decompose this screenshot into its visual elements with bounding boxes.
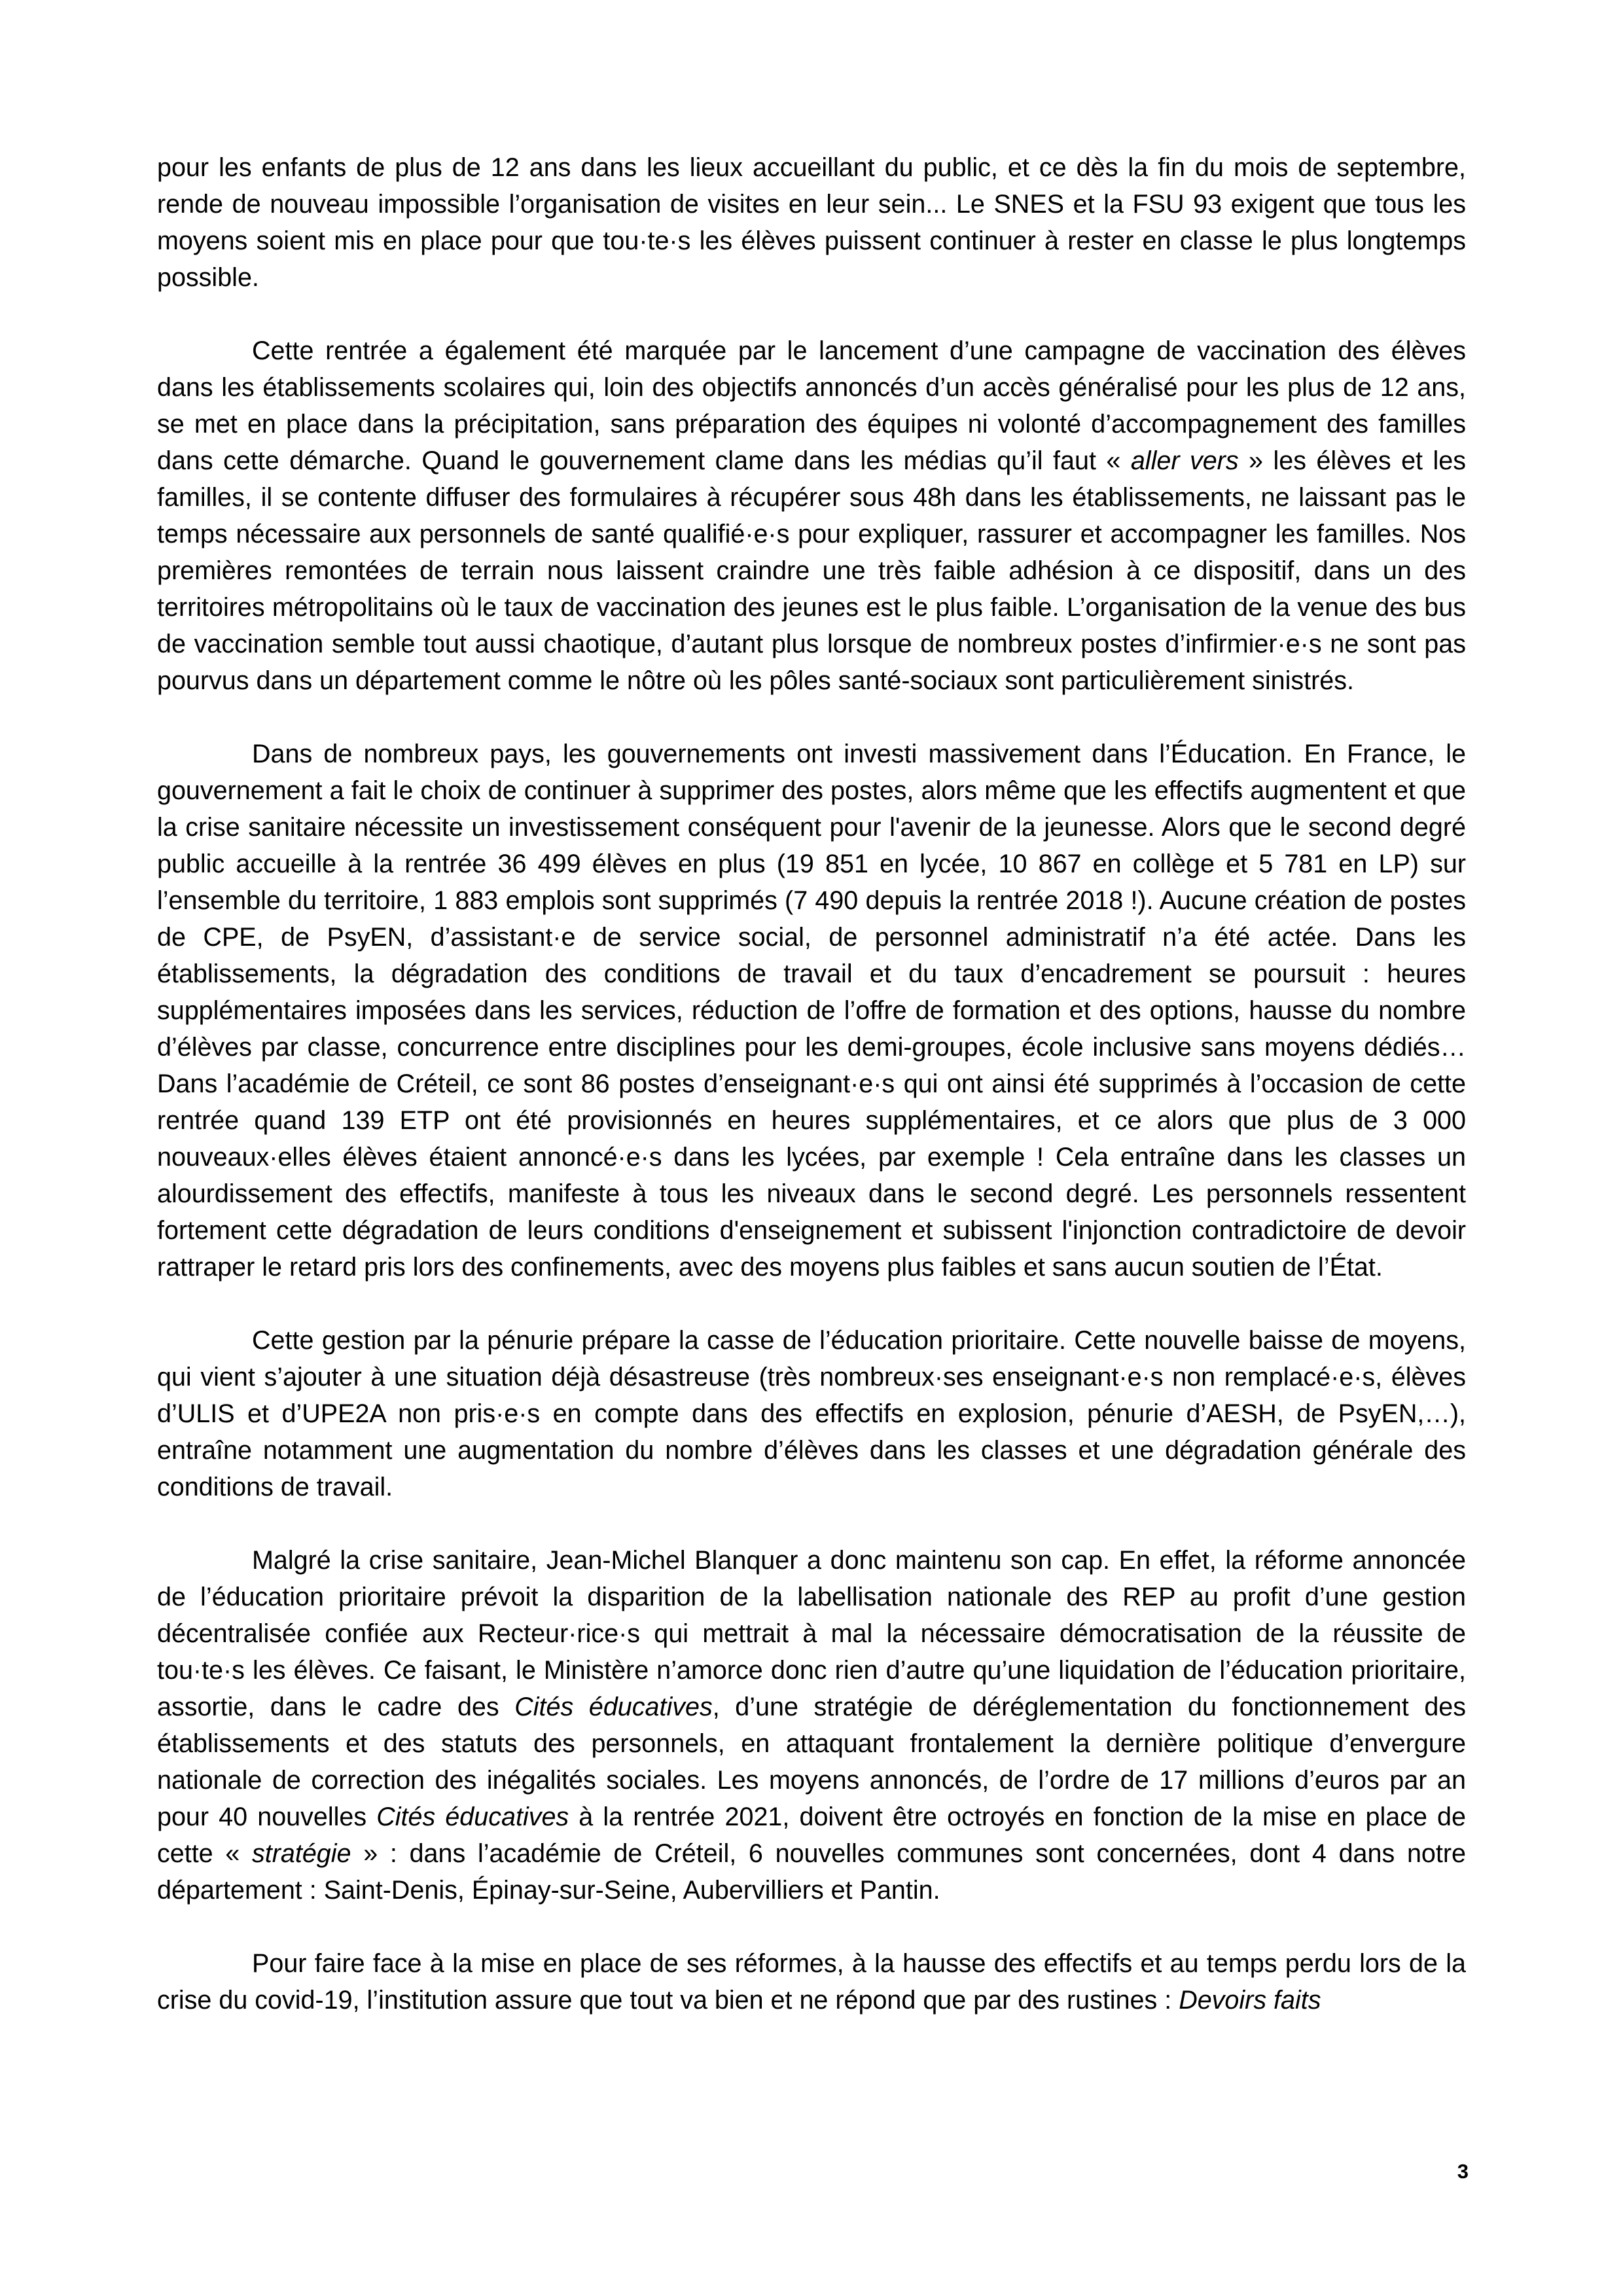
paragraph-text: Dans de nombreux pays, les gouvernements ont investi massivement dans l’Éducation. En France, le gouvernement a fait le choix de continuer à supprimer des postes, alors même que les effectifs augmentent et que la crise sanitaire nécessite un investissement conséquent pour l'avenir de la jeunesse. Alors que le second degré public accueille à la rentrée 36 499 élèves en plus (19 851 en lycée, 10 867 en collège et 5 781 en LP) sur l’ensemble du territoire, 1 883 emplois sont supprimés (7 490 depuis la rentrée 2018 !). Aucune création de postes de CPE, de PsyEN, d’assistant·e de service social, de personnel administratif n’a été actée. Dans les établissements, la dégradation des conditions de travail et du taux d’encadrement se poursuit : heures supplémentaires imposées dans les services, réduction de l’offre de formation et des options, hausse du nombre d’élèves par classe, concurrence entre disciplines pour les demi-groupes, école inclusive sans moyens dédiés… Dans l’académie de Créteil, ce sont 86 postes d’enseignant·e·s qui ont ainsi été supprimés à l’occasion de cette rentrée quand 139 ETP ont été provisionnés en heures supplémentaires, et ce alors que plus de 3 000 nouveaux·elles élèves étaient annoncé·e·s dans les lycées, par exemple ! Cela entraîne dans les classes un alourdissement des effectifs, manifeste à tous les niveaux dans le second degré. Les personnels ressentent fortement cette dégradation de leurs conditions d'enseignement et subissent l'injonction contradictoire de devoir rattraper le retard pris lors des confinements, avec des moyens plus faibles et sans aucun soutien de l’État. xyxy=(157,740,1466,1282)
italic-text: Devoirs faits xyxy=(1179,1986,1321,2015)
paragraph-text: » les élèves et les familles, il se contente diffuser des formulaires à récupérer sous 48h dans les établissements, ne laissant pas le temps nécessaire aux personnels de santé qualifié·e·s pour expliquer, rassurer et accompagner les familles. Nos premières remontées de terrain nous laissent craindre une très faible adhésion à ce dispositif, dans un des territoires métropolitains où le taux de vaccination des jeunes est le plus faible. L’organisation de la venue des bus de vaccination semble tout aussi chaotique, d’autant plus lorsque de nombreux postes d’infirmier·e·s ne sont pas pourvus dans un département comme le nôtre où les pôles santé-sociaux sont particulièrement sinistrés. xyxy=(157,446,1466,695)
paragraph-text: pour les enfants de plus de 12 ans dans les lieux accueillant du public, et ce dès la fin du mois de septembre, rende de nouveau impossible l’organisation de visites en leur sein... Le SNES et la FSU 93 exigent que tous les moyens soient mis en place pour que tou·te·s les élèves puissent continuer à rester en classe le plus longtemps possible. xyxy=(157,153,1466,292)
italic-text: stratégie xyxy=(252,1839,351,1868)
paragraph-text: » : dans l’académie de Créteil, 6 nouvelles communes sont concernées, dont 4 dans notre département : Saint-Denis, Épinay-sur-Seine, Aubervilliers et Pantin. xyxy=(157,1839,1466,1905)
paragraph xyxy=(157,149,1466,296)
paragraph xyxy=(157,1322,1466,1505)
italic-text: Cités éducatives xyxy=(376,1803,569,1831)
paragraph xyxy=(157,1542,1466,1909)
body-text xyxy=(157,149,1466,2018)
paragraph-text: Cette rentrée a également été marquée par le lancement d’une campagne de vaccination des élèves dans les établissements scolaires qui, loin des objectifs annoncés d’un accès généralisé pour les plus de 12 ans, se met en place dans la précipitation, sans préparation des équipes ni volonté d’accompagnement des familles dans cette démarche. Quand le gouvernement clame dans les médias qu’il faut « xyxy=(157,336,1466,475)
paragraph-text: Cette gestion par la pénurie prépare la casse de l’éducation prioritaire. Cette nouvelle baisse de moyens, qui vient s’ajouter à une situation déjà désastreuse (très nombreux·ses enseignant·e·s non remplacé·e·s, élèves d’ULIS et d’UPE2A non pris·e·s en compte dans des effectifs en explosion, pénurie d’AESH, de PsyEN,…), entraîne notamment une augmentation du nombre d’élèves dans les classes et une dégradation générale des conditions de travail. xyxy=(157,1326,1466,1501)
paragraph xyxy=(157,1945,1466,2018)
paragraph-text: Malgré la crise sanitaire, Jean-Michel Blanquer a donc maintenu son cap. En effet, la réforme annoncée de l’éducation prioritaire prévoit la disparition de la labellisation nationale des REP au profit d’une gestion décentralisée confiée aux Recteur·rice·s qui mettrait à mal la nécessaire démocratisation de la réussite de tou·te·s les élèves. Ce faisant, le Ministère n’amorce donc rien d’autre qu’une liquidation de l’éducation prioritaire, assortie, dans le cadre des xyxy=(157,1546,1466,1721)
paragraph-text: Pour faire face à la mise en place de ses réformes, à la hausse des effectifs et au temps perdu lors de la crise du covid-19, l’institution assure que tout va bien et ne répond que par des rustines : xyxy=(157,1949,1466,2015)
italic-text: aller vers xyxy=(1130,446,1239,475)
paragraph-text: à la rentrée 2021, doivent être octroyés en fonction de la mise en place de cette « xyxy=(157,1803,1466,1868)
paragraph xyxy=(157,332,1466,699)
paragraph-text: , d’une stratégie de déréglementation du fonctionnement des établissements et des statuts des personnels, en attaquant frontalement la dernière politique d’envergure nationale de correction des inégalités sociales. Les moyens annoncés, de l’ordre de 17 millions d’euros par an pour 40 nouvelles xyxy=(157,1693,1467,1831)
page-number: 3 xyxy=(1457,2160,1469,2183)
paragraph xyxy=(157,736,1466,1285)
italic-text: Cités éducatives xyxy=(514,1693,713,1721)
